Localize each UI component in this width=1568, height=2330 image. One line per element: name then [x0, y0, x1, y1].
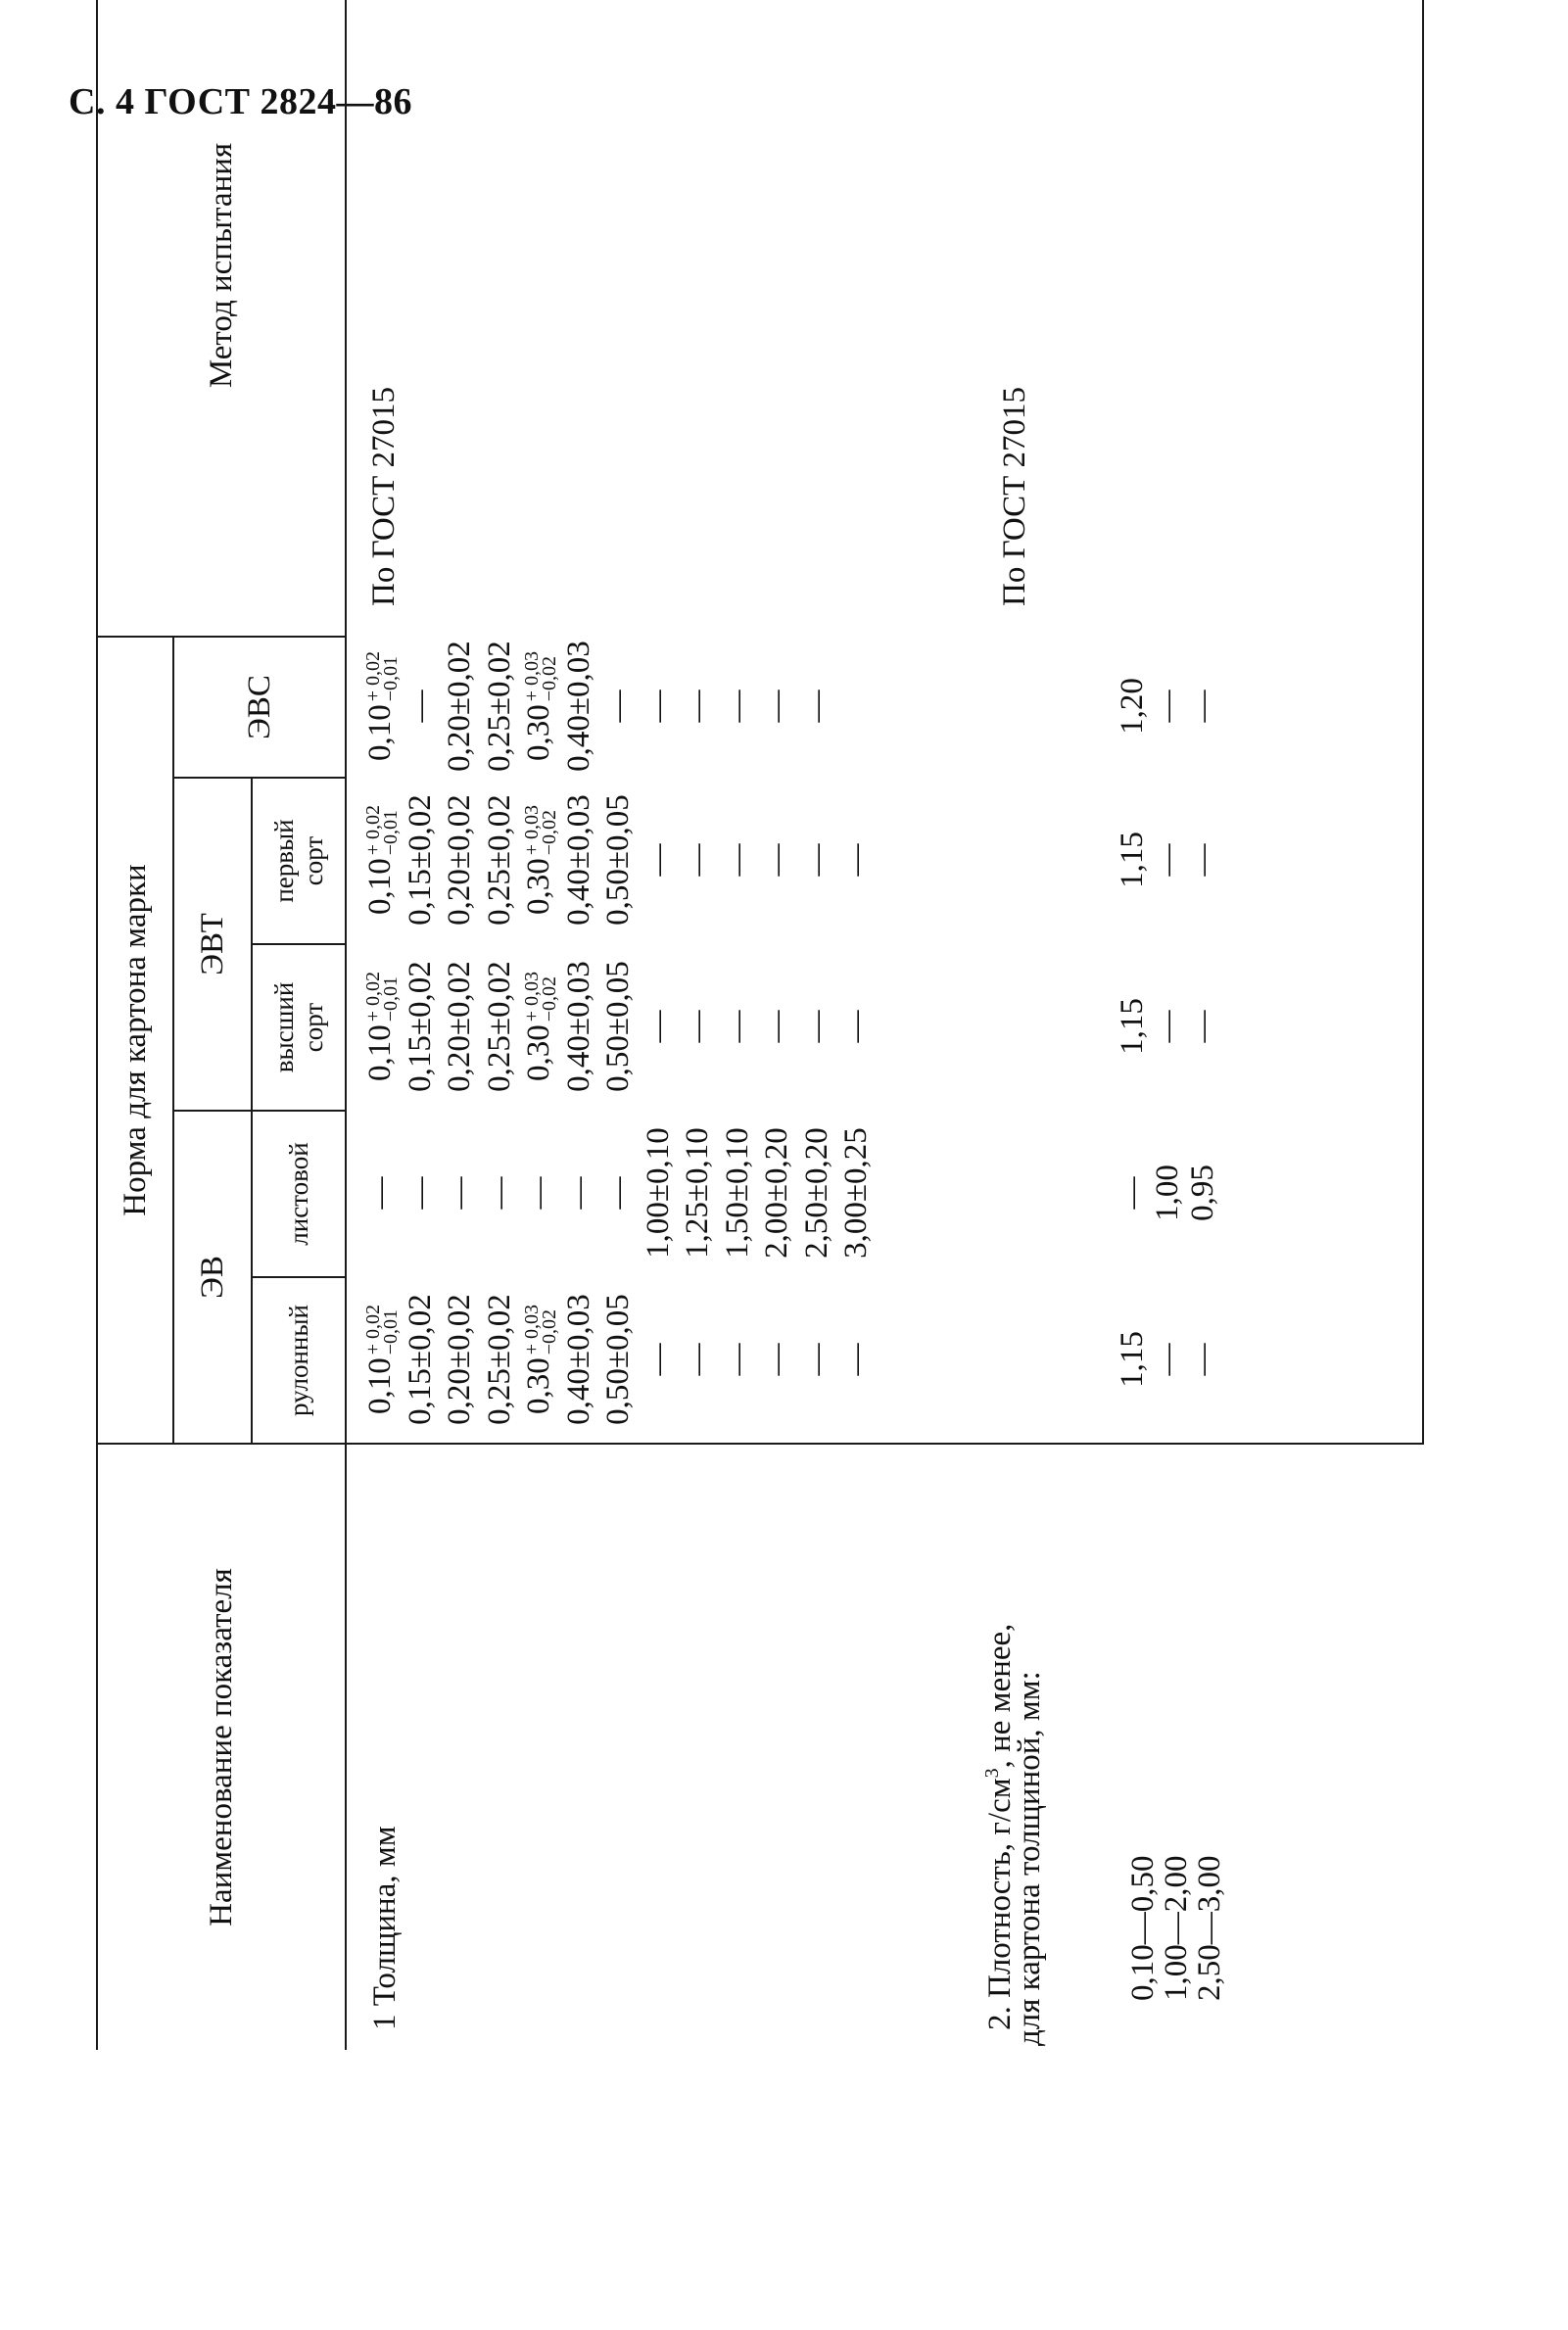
table-cell-value — [480, 1294, 520, 1425]
value-base: 2,00±0,20 — [759, 1127, 794, 1259]
value-base: 0,30 — [521, 858, 556, 916]
row2-ev-roll-column — [1115, 1276, 1220, 1443]
table-cell-value: 1,20 — [1115, 678, 1150, 735]
table-cell-value: — — [1185, 1010, 1220, 1043]
tolerance-plus: + 0,03 — [521, 650, 544, 702]
row2-evs-column — [1115, 636, 1220, 777]
value-base: — — [640, 1010, 676, 1043]
value-base: — — [838, 1010, 874, 1043]
row1-evs-column — [360, 636, 836, 777]
specification-table — [96, 0, 1424, 2050]
value-base: — — [402, 1176, 438, 1210]
table-cell-value — [718, 690, 758, 723]
row1-evt-high-column — [360, 943, 877, 1110]
table-cell-value — [598, 690, 639, 723]
header-evt: ЭВТ — [174, 777, 253, 1110]
value-base: — — [600, 1176, 636, 1210]
table-cell-value — [836, 1011, 877, 1043]
table-cell-value — [480, 641, 520, 772]
row2-label: 2. Плотность, $г/см^3$, не менее, — [981, 1623, 1018, 2030]
value-base: 0,25±0,02 — [481, 1294, 517, 1425]
value-base: — — [798, 843, 834, 877]
value-base: 0,30 — [521, 1357, 556, 1415]
table-cell-value — [559, 961, 599, 1092]
table-cell-value: — — [1185, 843, 1220, 877]
value-base: 0,15±0,02 — [402, 1294, 438, 1425]
row2-label-line2: для картона толщиной, мм: — [1012, 1671, 1047, 2046]
table-cell-value — [480, 794, 520, 926]
header-evt-first: первый сорт — [253, 777, 347, 943]
header-evs: ЭВС — [174, 636, 347, 777]
tolerance-minus: −0,02 — [539, 975, 561, 1022]
table-cell-value — [401, 1294, 441, 1425]
body-indicator-column — [347, 1443, 1424, 2050]
value-base: 0,25±0,02 — [481, 961, 517, 1092]
table-cell-value: 1,00 — [1150, 1165, 1185, 1221]
table-cell-value: — — [1185, 1343, 1220, 1376]
tolerance — [362, 971, 403, 1022]
header-method: Метод испытания — [96, 0, 347, 636]
tolerance-minus: −0,01 — [380, 1308, 403, 1355]
tolerance — [521, 1304, 561, 1355]
table-cell-value: — — [1150, 689, 1185, 723]
value-base: 0,30 — [521, 704, 556, 762]
row2-ranges — [1126, 1856, 1226, 2002]
tolerance-plus: + 0,03 — [521, 804, 544, 856]
table-cell-value — [519, 972, 559, 1081]
table-cell-value — [440, 794, 480, 926]
table-cell-value — [360, 805, 401, 915]
value-base: — — [759, 689, 794, 723]
table-cell-value — [480, 1177, 520, 1210]
row2-evt-first-column — [1115, 777, 1220, 943]
table-cell-value — [757, 844, 797, 877]
table-cell-value — [480, 961, 520, 1092]
tolerance — [521, 650, 561, 702]
row1-ev-sheet-column — [360, 1110, 877, 1276]
value-base: 0,20±0,02 — [442, 1294, 477, 1425]
tolerance-plus: + 0,02 — [362, 650, 385, 702]
value-base: 0,50±0,05 — [600, 794, 636, 926]
table-cell-value: — — [1150, 1343, 1185, 1376]
table-cell-value — [360, 1305, 401, 1414]
table-cell-value — [440, 1177, 480, 1210]
value-base: 0,10 — [362, 704, 398, 762]
value-base: — — [798, 689, 834, 723]
row2-ev-sheet-column — [1115, 1110, 1220, 1276]
table-cell-value — [797, 690, 837, 723]
value-base: — — [838, 843, 874, 877]
tolerance — [521, 971, 561, 1022]
table-cell-value — [836, 844, 877, 877]
header-indicator: Наименование показателя — [96, 1443, 347, 2050]
value-base: 2,50±0,20 — [798, 1127, 834, 1259]
value-base: — — [680, 843, 715, 877]
tolerance-plus: + 0,03 — [521, 1304, 544, 1355]
value-base: — — [719, 1010, 755, 1043]
table-cell-value: — — [1185, 689, 1220, 723]
table-cell-value — [360, 651, 401, 761]
table-cell-value — [440, 641, 480, 772]
table-cell-value — [836, 1344, 877, 1376]
table-cell-value — [401, 1177, 441, 1210]
tolerance — [362, 1304, 403, 1355]
value-base: — — [481, 1176, 517, 1210]
table-cell-value — [718, 844, 758, 877]
row1-ev-roll-column — [360, 1276, 877, 1443]
row2-evt-high-column — [1115, 943, 1220, 1110]
table-cell-value — [559, 641, 599, 772]
value-base: 1,00±0,10 — [640, 1127, 676, 1259]
table-cell-value — [678, 844, 718, 877]
tolerance-minus: −0,02 — [539, 809, 561, 856]
page-header: С. 4 ГОСТ 2824—86 — [69, 81, 412, 122]
table-cell-value — [757, 690, 797, 723]
header-ev-roll: рулонный — [253, 1276, 347, 1443]
tolerance — [362, 804, 403, 856]
value-base: — — [759, 1010, 794, 1043]
value-base: 0,40±0,03 — [560, 961, 596, 1092]
table-cell-value — [440, 1294, 480, 1425]
value-base: 0,20±0,02 — [442, 794, 477, 926]
table-cell-value — [360, 1177, 401, 1210]
tolerance-minus: −0,01 — [380, 655, 403, 702]
table-cell-value — [678, 690, 718, 723]
table-cell-value — [440, 961, 480, 1092]
table-cell-value — [598, 961, 639, 1092]
value-base: 0,10 — [362, 858, 398, 916]
table-cell-value — [401, 961, 441, 1092]
table-cell-value — [519, 651, 559, 761]
table-cell-value — [519, 1177, 559, 1210]
value-base: — — [600, 689, 636, 723]
table-cell-value — [718, 1344, 758, 1376]
value-base: 0,15±0,02 — [402, 794, 438, 926]
table-cell-value — [598, 794, 639, 926]
value-base: — — [402, 689, 438, 723]
value-base: 0,40±0,03 — [560, 641, 596, 772]
table-cell-value: 1,15 — [1115, 1331, 1150, 1388]
table-cell-value: 2,50—3,00 — [1192, 1855, 1227, 2001]
value-base: — — [798, 1343, 834, 1376]
table-cell-value — [519, 805, 559, 915]
value-base: 0,15±0,02 — [402, 961, 438, 1092]
row1-method: По ГОСТ 27015 — [366, 387, 402, 606]
value-base: — — [759, 1343, 794, 1376]
value-base: 0,50±0,05 — [600, 1294, 636, 1425]
table-cell-value — [678, 1127, 718, 1259]
value-base: 0,10 — [362, 1357, 398, 1415]
table-cell-value — [598, 1177, 639, 1210]
table-cell-value: 0,10—0,50 — [1125, 1855, 1161, 2001]
table-cell-value — [639, 1344, 679, 1376]
header-ev-sheet: листовой — [253, 1110, 347, 1276]
table-cell-value — [797, 1011, 837, 1043]
table-cell-value — [559, 1294, 599, 1425]
header-ev: ЭВ — [174, 1110, 253, 1443]
value-base: 0,30 — [521, 1024, 556, 1082]
header-norm-group: Норма для картона марки — [96, 636, 174, 1443]
value-base: — — [680, 689, 715, 723]
table-cell-value — [559, 794, 599, 926]
table-cell-value — [757, 1344, 797, 1376]
tolerance-minus: −0,02 — [539, 1308, 561, 1355]
table-cell-value — [757, 1127, 797, 1259]
tolerance-plus: + 0,03 — [521, 971, 544, 1022]
table-cell-value — [360, 972, 401, 1081]
table-cell-value — [598, 1294, 639, 1425]
table-cell-value — [718, 1127, 758, 1259]
value-base: 0,20±0,02 — [442, 641, 477, 772]
tolerance-minus: −0,01 — [380, 809, 403, 856]
value-base: — — [640, 1343, 676, 1376]
table-cell-value — [836, 1127, 877, 1259]
value-base: — — [560, 1176, 596, 1210]
tolerance — [521, 804, 561, 856]
value-base: — — [640, 689, 676, 723]
table-cell-value: 1,00—2,00 — [1159, 1855, 1194, 2001]
table-cell-value — [401, 690, 441, 723]
tolerance — [362, 650, 403, 702]
table-cell-value — [401, 794, 441, 926]
tolerance-plus: + 0,02 — [362, 971, 385, 1022]
value-base: — — [640, 843, 676, 877]
tolerance-plus: + 0,02 — [362, 804, 385, 856]
table-cell-value: — — [1150, 843, 1185, 877]
row1-evt-first-column — [360, 777, 877, 943]
value-base: 1,25±0,10 — [680, 1127, 715, 1259]
table-cell-value — [639, 1127, 679, 1259]
tolerance-plus: + 0,02 — [362, 1304, 385, 1355]
table-cell-value: — — [1150, 1010, 1185, 1043]
table-cell-value — [757, 1011, 797, 1043]
value-base: — — [719, 1343, 755, 1376]
table-cell-value — [639, 844, 679, 877]
value-base: 3,00±0,25 — [838, 1127, 874, 1259]
value-base: 1,50±0,10 — [719, 1127, 755, 1259]
table-cell-value — [678, 1344, 718, 1376]
table-cell-value: 0,95 — [1185, 1165, 1220, 1221]
value-base: 0,25±0,02 — [481, 641, 517, 772]
tolerance-minus: −0,02 — [539, 655, 561, 702]
header-evt-high: высший сорт — [253, 943, 347, 1110]
table-cell-value — [718, 1011, 758, 1043]
value-base: — — [798, 1010, 834, 1043]
row2-method: По ГОСТ 27015 — [997, 387, 1032, 606]
value-base: 0,40±0,03 — [560, 794, 596, 926]
table-cell-value: — — [1115, 1176, 1150, 1210]
table-cell-value: 1,15 — [1115, 832, 1150, 888]
value-base: — — [838, 1343, 874, 1376]
value-base: — — [680, 1343, 715, 1376]
table-cell-value — [678, 1011, 718, 1043]
table-cell-value — [559, 1177, 599, 1210]
table-cell-value — [639, 690, 679, 723]
table-cell-value — [797, 1344, 837, 1376]
value-base: 0,40±0,03 — [560, 1294, 596, 1425]
table-cell-value — [639, 1011, 679, 1043]
value-base: 0,10 — [362, 1024, 398, 1082]
value-base: 0,20±0,02 — [442, 961, 477, 1092]
value-base: — — [442, 1176, 477, 1210]
value-base: — — [362, 1176, 398, 1210]
table-cell-value — [797, 1127, 837, 1259]
value-base: 0,50±0,05 — [600, 961, 636, 1092]
row1-label: 1 Толщина, мм — [367, 1826, 403, 2030]
value-base: — — [759, 843, 794, 877]
value-base: — — [719, 843, 755, 877]
table-cell-value — [797, 844, 837, 877]
value-base: — — [719, 689, 755, 723]
value-base: 0,25±0,02 — [481, 794, 517, 926]
tolerance-minus: −0,01 — [380, 975, 403, 1022]
value-base: — — [680, 1010, 715, 1043]
table-cell-value: 1,15 — [1115, 998, 1150, 1055]
table-cell-value — [519, 1305, 559, 1414]
value-base: — — [521, 1176, 556, 1210]
